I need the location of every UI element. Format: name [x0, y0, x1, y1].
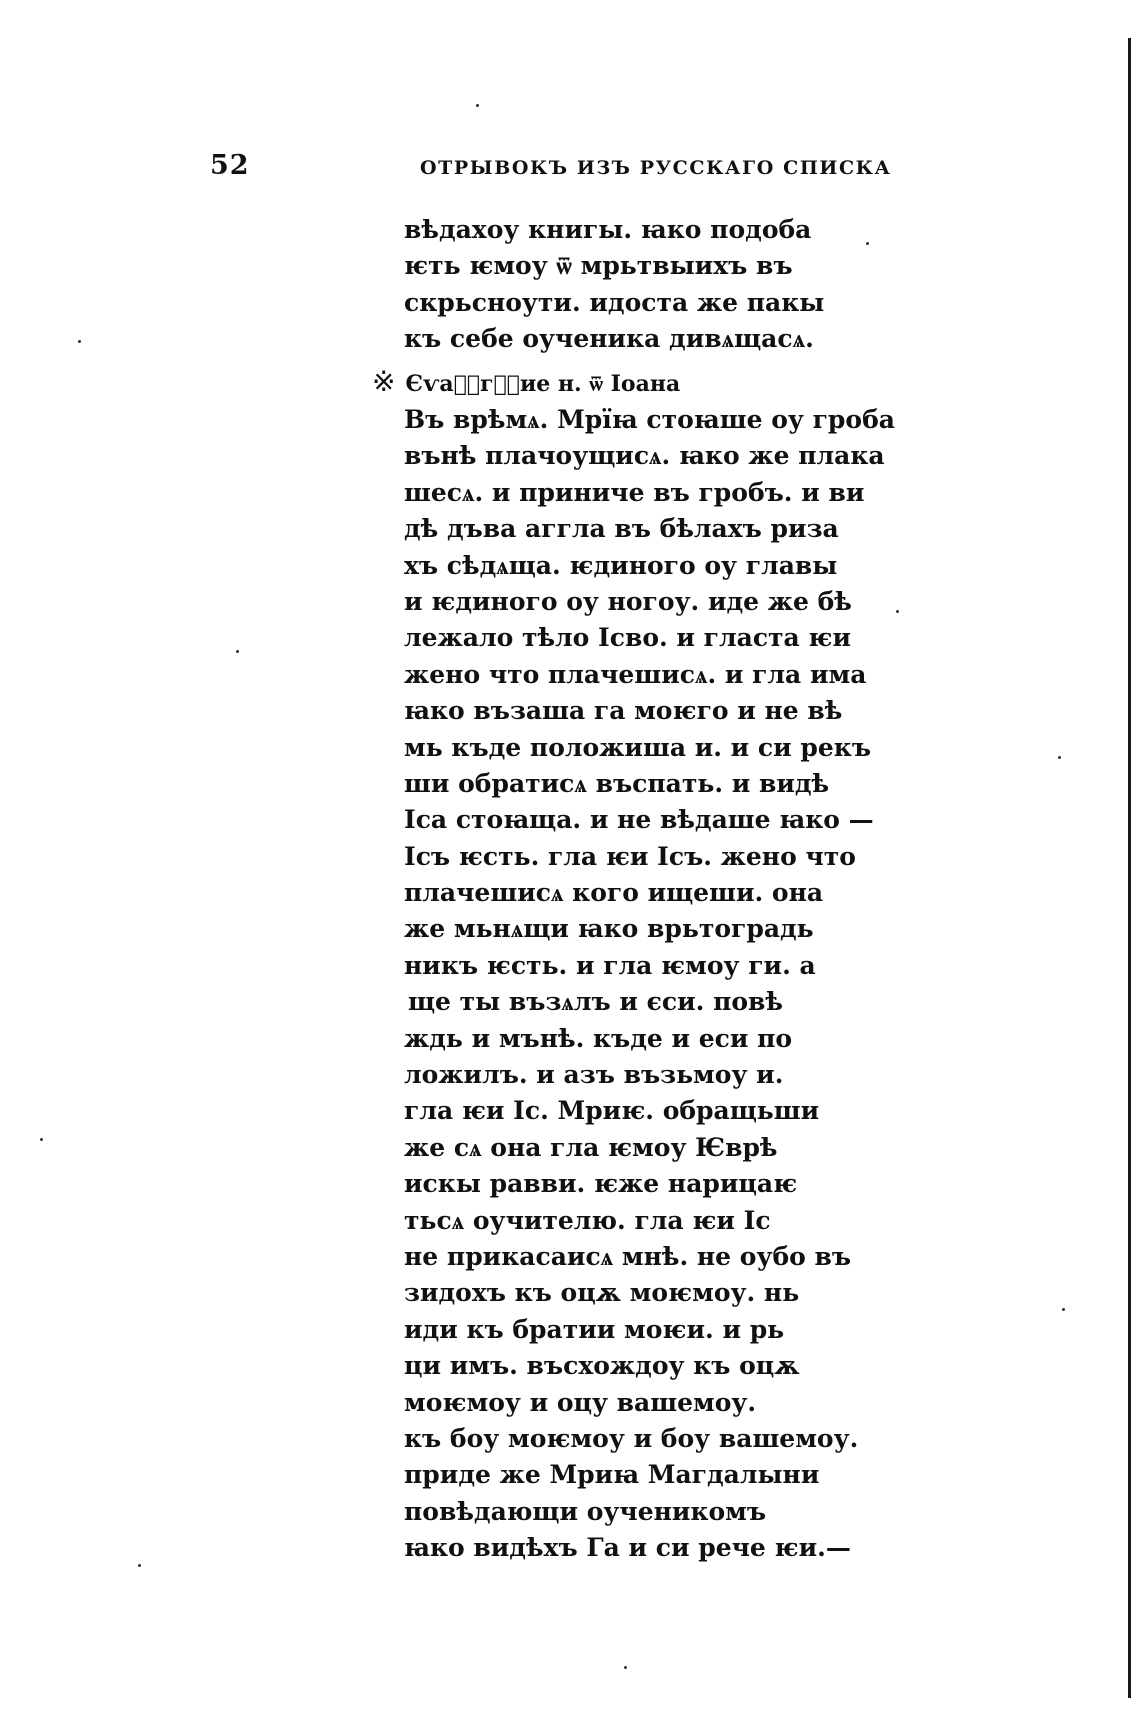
- text-line: жено что плачешисѧ. и гла има: [404, 659, 867, 689]
- scan-speck: [138, 1564, 141, 1567]
- text-block-before-rubric: [404, 212, 924, 358]
- text-block-after-rubric: [404, 402, 924, 1567]
- text-line: къ себе оученика дивѧщасѧ.: [404, 324, 814, 354]
- gospel-rubric: [372, 364, 680, 400]
- scan-speck: [624, 1666, 627, 1669]
- text-line: повѣдающи оученикомъ: [404, 1496, 767, 1526]
- text-line: Ісъ ѥсть. гла ѥи Ісъ. жено что: [404, 841, 856, 871]
- text-line: ждь и мънѣ. къде и еси по: [404, 1023, 793, 1053]
- text-line: же сѧ она гла ѥмоу Ѥврѣ: [404, 1132, 778, 1162]
- scan-speck: [476, 104, 479, 107]
- text-line: вѣдахоу книгы. ꙗко подоба: [404, 215, 812, 244]
- scan-speck: [1062, 1308, 1065, 1311]
- page-number: 52: [210, 150, 250, 181]
- text-line: ши обратисѧ въспать. и видѣ: [404, 768, 830, 798]
- text-line: Въ врѣмѧ. Мрїꙗ стоꙗше оу гроба: [404, 405, 895, 434]
- scan-speck: [40, 1138, 43, 1141]
- text-line: ѥть ѥмоу ѿ мрьтвыихъ въ: [404, 251, 793, 281]
- text-line: моѥмоу и оцу вашемоу.: [404, 1387, 757, 1417]
- text-line: шесѧ. и приниче въ гробъ. и ви: [404, 477, 865, 507]
- text-line: тьсѧ оучителю. гла ѥи Іс: [404, 1205, 771, 1235]
- text-line: же мьнѧщи ꙗко врьтоградь: [404, 914, 814, 944]
- text-line: не прикасаисѧ мнѣ. не оубо въ: [404, 1241, 852, 1271]
- text-line: скрьсноути. идоста же пакы: [404, 287, 825, 317]
- text-line: ложилъ. и азъ възьмоу и.: [404, 1060, 784, 1090]
- text-line: ꙗко възаша га моѥго и не вѣ: [404, 696, 843, 726]
- text-line: мь къде положиша и. и си рекъ: [404, 732, 872, 762]
- scan-speck: [78, 340, 81, 343]
- page-edge-line: [1128, 38, 1131, 1698]
- text-line: гла ѥи Іс. Мриѥ. обращьши: [404, 1096, 820, 1126]
- text-line: ще ты възѧлъ и єси. повѣ: [408, 987, 783, 1017]
- text-line: лежало тѣло Ісво. и гласта ѥи: [404, 623, 852, 653]
- text-line: къ боу моѥмоу и боу вашемоу.: [404, 1423, 859, 1453]
- text-line: иди къ братии моѥи. и рь: [404, 1314, 785, 1344]
- text-line: приде же Мриꙗ Магдалыни: [404, 1460, 820, 1490]
- rubric-title: Єѵаⷩ҇гⷧ҇ие н. ѿ Іоана: [405, 371, 681, 397]
- text-line: дѣ дъва аггла въ бѣлахъ риза: [404, 514, 839, 544]
- text-line: Іса стоꙗща. и не вѣдаше ꙗко —: [404, 805, 874, 835]
- scan-speck: [236, 650, 239, 653]
- text-line: и ѥдиного оу ногоу. иде же бѣ: [404, 586, 852, 616]
- text-line: хъ сѣдѧща. ѥдиного оу главы: [404, 550, 838, 580]
- scan-speck: [866, 242, 869, 245]
- text-line: ци имъ. въсхождоу къ оцѫ: [404, 1351, 800, 1381]
- text-line: искы равви. ѥже нарицаѥ: [404, 1169, 798, 1199]
- text-line: ꙗко видѣхъ Га и си рече ѥи.—: [404, 1533, 851, 1563]
- running-title: ОТРЫВОКЪ ИЗЪ РУССКАГО СПИСКА: [420, 157, 892, 179]
- text-line: зидохъ къ оцѫ моѥмоу. нь: [404, 1278, 800, 1308]
- text-line: вънѣ плачоущисѧ. ꙗко же плака: [404, 441, 885, 471]
- scan-speck: [1058, 756, 1061, 759]
- asterisk-mark: ※: [372, 365, 396, 398]
- scan-speck: [896, 610, 899, 613]
- text-line: никъ ѥсть. и гла ѥмоу ги. а: [404, 950, 816, 980]
- text-line: плачешисѧ кого ищеши. она: [404, 878, 824, 908]
